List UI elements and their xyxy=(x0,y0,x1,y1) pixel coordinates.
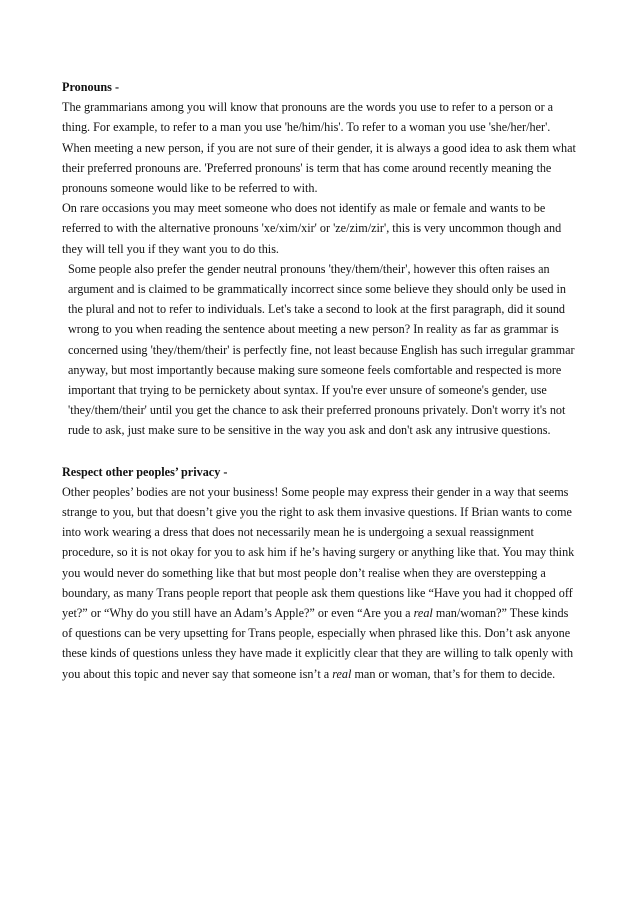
emphasis-real-2: real xyxy=(332,666,352,681)
section-spacer xyxy=(62,441,580,462)
section-heading-privacy: Respect other peoples’ privacy - xyxy=(62,464,228,479)
privacy-paragraph xyxy=(62,482,580,684)
privacy-text-part-3: man or woman, that’s for them to decide. xyxy=(351,666,556,681)
pronouns-paragraph-3: Some people also prefer the gender neutral pronouns 'they/them/their', however this often raises an argument and is claimed to be grammatically incorrect since some believe they should only be used in the plural and not to refer to individuals. Let's take a second to look at the first paragraph, did it sound wrong to you when reading the sentence about meeting a new person? In reality as far as grammar is concerned using 'they/them/their' is perfectly fine, not least because English has such irregular grammar anyway, but most importantly because making sure someone feels comfortable and respected is more important that trying to be pernickety about syntax. If you're ever unsure of someone's gender, use 'they/them/their' until you get the chance to ask their preferred pronouns privately. Don't worry it's not rude to ask, just make sure to be sensitive in the way you ask and don't ask any intrusive questions. xyxy=(68,261,575,438)
emphasis-real-1: real xyxy=(413,606,433,621)
pronouns-paragraph-2: On rare occasions you may meet someone who does not identify as male or female and wants to be referred to with the alternative pronouns 'xe/xim/xir' or 'ze/zim/zir', this is very uncommon though and they will tell you if they want you to do this. xyxy=(62,201,562,256)
privacy-text-part-1: Other peoples’ bodies are not your business! Some people may express their gender in a way that seems strange to you, but that doesn’t give you the right to ask them invasive questions. If Brian wants to come into work wearing a dress that does not necessarily mean he is undergoing a sexual reassignment procedure, so it is not okay for you to ask him if he’s having surgery or anything like that. You may think you would never do something like that but most people don’t realise when they are overstepping a boundary, as many Trans people report that people ask them questions like “Have you had it chopped off yet?” or “Why do you still have an Adam’s Apple?” or even “Are you a xyxy=(62,484,575,621)
pronouns-paragraph-1: The grammarians among you will know that pronouns are the words you use to refer to a person or a thing. For example, to refer to a man you use 'he/him/his'. To refer to a woman you use 'she/her/her'. When meeting a new person, if you are not sure of their gender, it is always a good idea to ask them what their preferred pronouns are. 'Preferred pronouns' is term that has come around recently meaning the pronouns someone would like to be referred to with. xyxy=(62,100,576,196)
document-page xyxy=(62,77,580,684)
privacy-text-part-2: man/woman?” These kinds of questions can be very upsetting for Trans people, especially when phrased like this. Don’t ask anyone these kinds of questions unless they have made it explicitly clear that they are willing to talk openly with you about this topic and never say that someone isn’t a xyxy=(62,606,574,681)
section-heading-pronouns: Pronouns - xyxy=(62,80,120,94)
